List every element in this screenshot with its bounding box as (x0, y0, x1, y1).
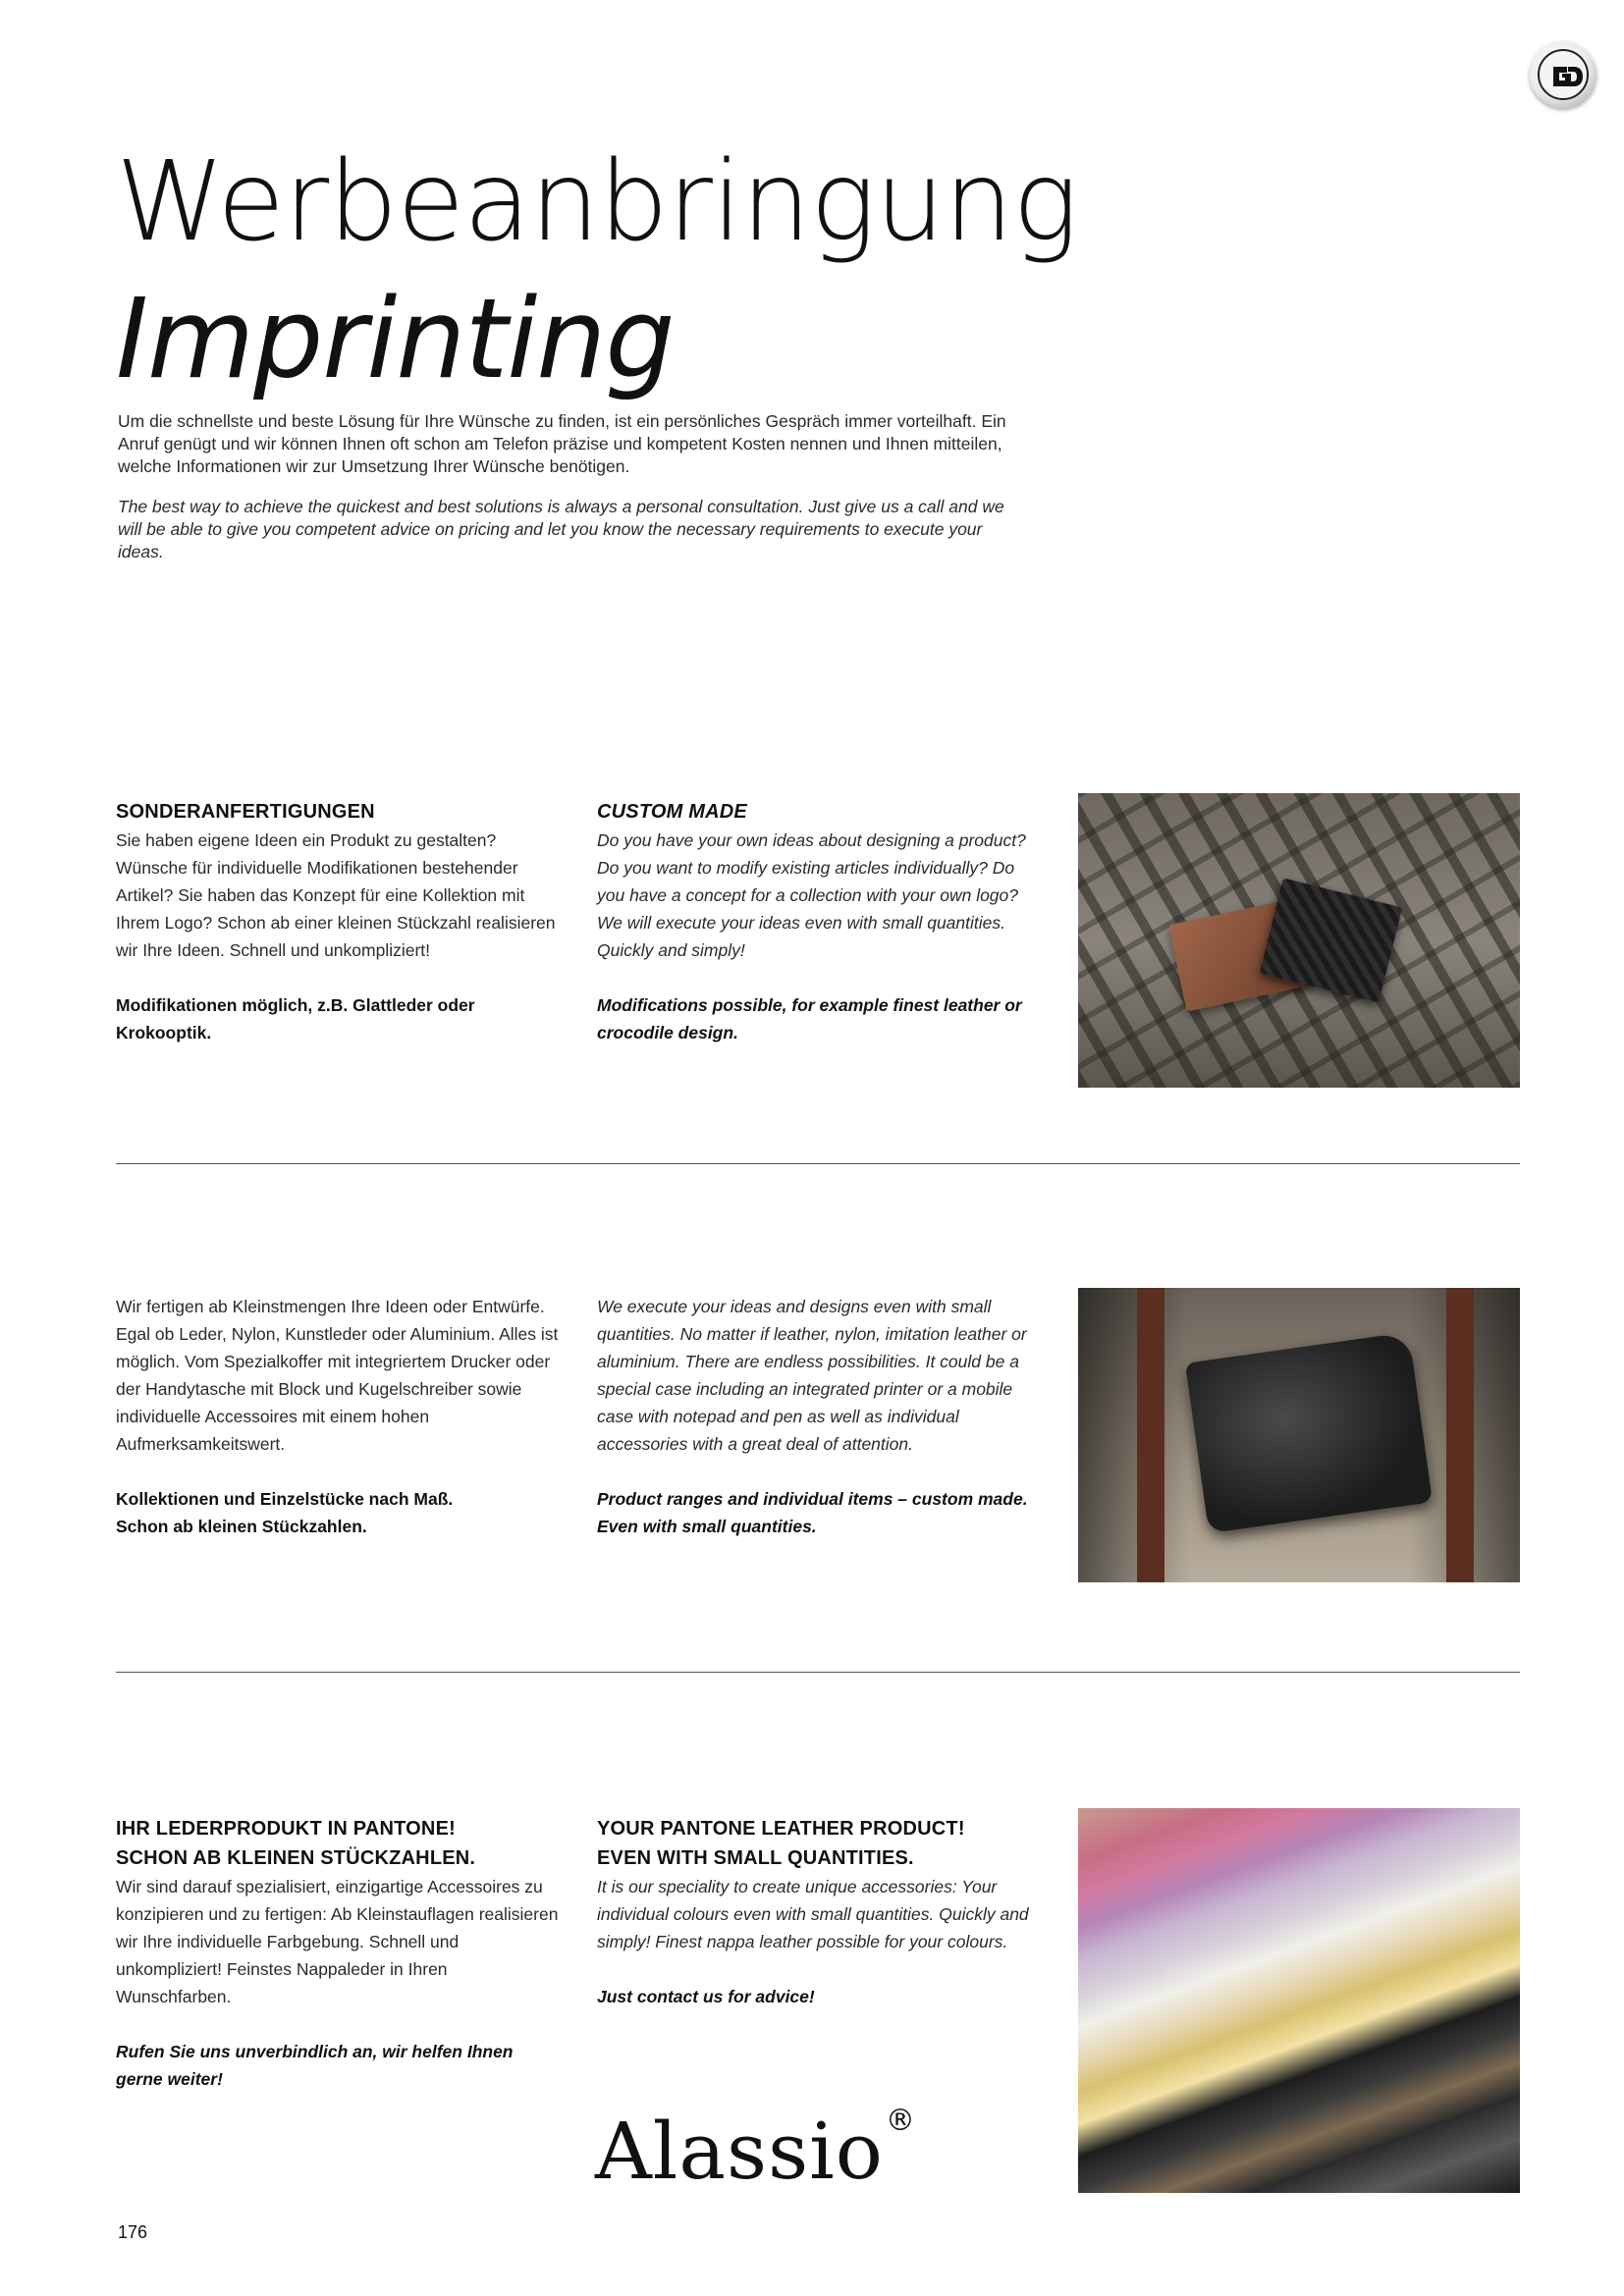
section-text: Do you have your own ideas about designing a product? Do you want to modify existing articles individually? Do you have a concept for a collection with your own logo? We will execute your ideas even with small quantities. Quickly and simply! (597, 830, 1026, 960)
heading-line: IHR LEDERPRODUKT IN PANTONE! (116, 1818, 456, 1840)
heading-line: SCHON AB KLEINEN STÜCKZAHLEN. (116, 1847, 476, 1869)
page-title-german: Werbeanbringung (116, 138, 1078, 266)
highlight-line: Schon ab kleinen Stückzahlen. (116, 1517, 367, 1536)
highlight-line: Product ranges and individual items – custom made. (597, 1489, 1028, 1509)
section-highlight (597, 1485, 1044, 1540)
section-text: Sie haben eigene Ideen ein Produkt zu gestalten? Wünsche für individuelle Modifikationen bestehender Artikel? Sie haben das Konzept für eine Kollektion mit Ihrem Logo? Schon ab einer kleinen Stückzahl realisieren wir Ihre Ideen. Schnell und unkompliziert! (116, 830, 556, 960)
section-divider (116, 1672, 1520, 1673)
section-highlight: Modifications possible, for example finest leather or crocodile design. (597, 995, 1022, 1042)
chair-leg (1137, 1288, 1164, 1582)
wallets-on-woven-leather-photo (1078, 793, 1520, 1088)
section-text: Wir sind darauf spezialisiert, einzigartige Accessoires zu konzipieren und zu fertigen: Ab Kleinstauflagen realisieren wir Ihre individuelle Farbgebung. Schnell und unkompliziert! Feinstes Nappaleder in Ihren Wunschfarben. (116, 1877, 559, 2006)
gd-logo-icon (1530, 41, 1597, 108)
section-small-quantities-english (597, 1293, 1044, 1540)
page-number: 176 (118, 2222, 148, 2242)
heading-line: YOUR PANTONE LEATHER PRODUCT! (597, 1818, 965, 1840)
chair-leg (1446, 1288, 1474, 1582)
section-highlight: Just contact us for advice! (597, 1987, 815, 2006)
gd-monogram-icon (1540, 51, 1591, 102)
section-pantone-english (597, 1814, 1044, 2010)
section-heading: SONDERANFERTIGUNGEN (116, 801, 375, 823)
intro-text-german: Um die schnellste und beste Lösung für Ihre Wünsche zu finden, ist ein persönliches Gespräch immer vorteilhaft. Ein Anruf genügt und wir können Ihnen oft schon am Telefon präzise und kompetent Kosten nennen und Ihnen mitteilen, welche Informationen wir zur Umsetzung Ihrer Wünsche benötigen. (118, 411, 1006, 476)
section-heading (597, 1814, 1044, 1873)
page-title-english: Imprinting (116, 276, 675, 403)
section-highlight: Modifikationen möglich, z.B. Glattleder oder Krokooptik. (116, 995, 475, 1042)
leather-bag-on-chair-photo (1078, 1288, 1520, 1582)
section-pantone-german (116, 1814, 563, 2093)
section-small-quantities-german (116, 1293, 563, 1540)
highlight-line: Kollektionen und Einzelstücke nach Maß. (116, 1489, 454, 1509)
section-divider (116, 1163, 1520, 1164)
section-heading: CUSTOM MADE (597, 801, 747, 823)
alassio-brand-logo (595, 2104, 916, 2197)
intro-block (118, 410, 1021, 563)
section-custom-made-english (597, 797, 1044, 1046)
registered-mark: ® (885, 2104, 916, 2138)
section-text: Wir fertigen ab Kleinstmengen Ihre Ideen oder Entwürfe. Egal ob Leder, Nylon, Kunstleder oder Aluminium. Alles ist möglich. Vom Spezialkoffer mit integriertem Drucker oder der Handytasche mit Block und Kugelschreiber sowie individuelle Accessoires mit einem hohen Aufmerksamkeitswert. (116, 1297, 559, 1454)
brand-name: Alassio (595, 2106, 884, 2197)
section-text: We execute your ideas and designs even with small quantities. No matter if leather, nylon, imitation leather or aluminium. There are endless possibilities. It could be a special case including an integrated printer or a mobile case with notepad and pen as well as individual accessories with a great deal of attention. (597, 1297, 1027, 1454)
leather-color-swatches-photo (1078, 1808, 1520, 2193)
section-custom-made-german (116, 797, 563, 1046)
intro-text-english: The best way to achieve the quickest and best solutions is always a personal consultation. Just give us a call and we will be able to give you competent advice on pricing and let you know the necessary requirements to execute your ideas. (118, 497, 1004, 561)
highlight-line: Even with small quantities. (597, 1517, 817, 1536)
section-text: It is our speciality to create unique accessories: Your individual colours even with small quantities. Quickly and simply! Finest nappa leather possible for your colours. (597, 1877, 1029, 1951)
section-highlight: Rufen Sie uns unverbindlich an, wir helfen Ihnen gerne weiter! (116, 2042, 514, 2089)
section-heading (116, 1814, 563, 1873)
heading-line: EVEN WITH SMALL QUANTITIES. (597, 1847, 914, 1869)
section-highlight (116, 1485, 563, 1540)
black-leather-bag (1185, 1332, 1433, 1533)
